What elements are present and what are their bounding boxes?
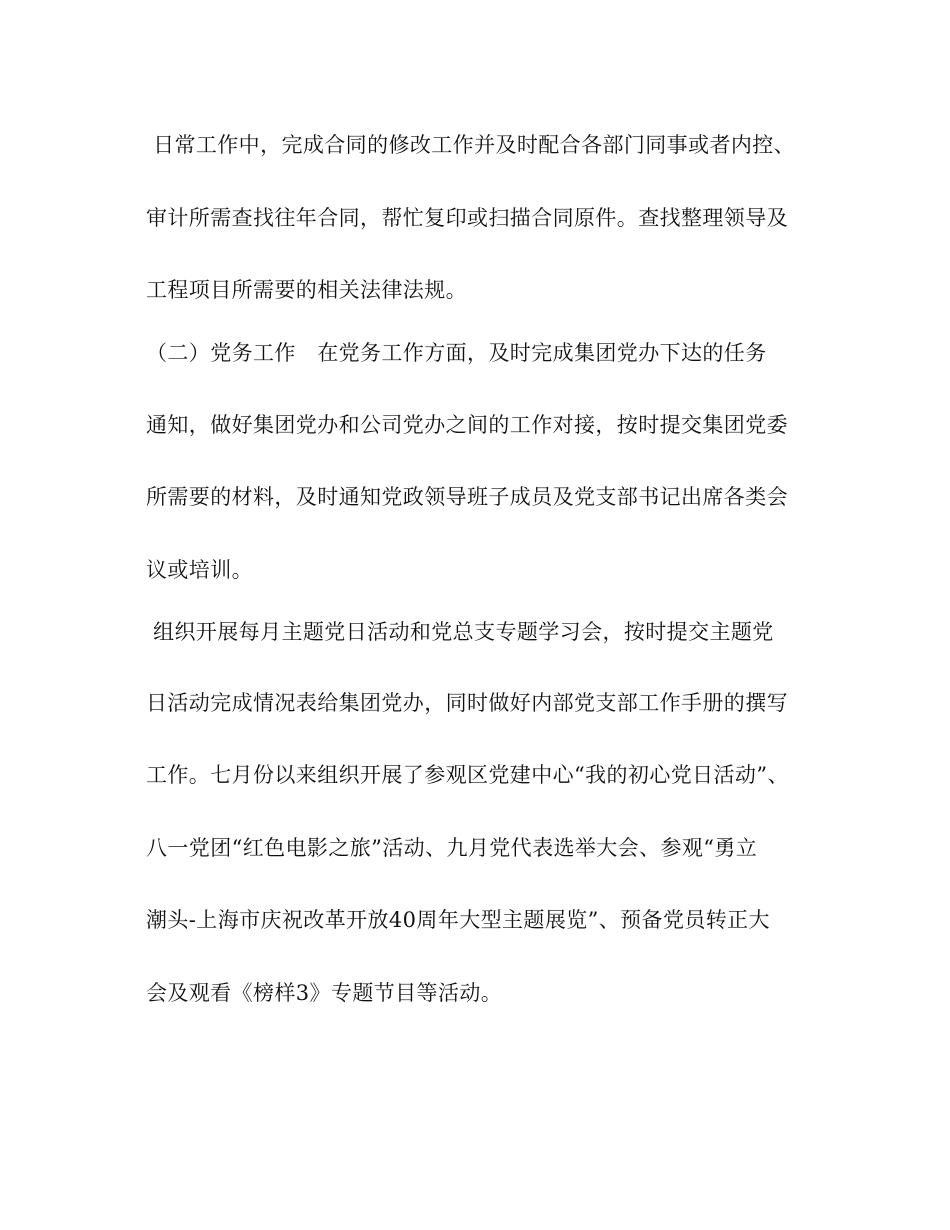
text-line: 日活动完成情况表给集团党办，同时做好内部党支部工作手册的撰写: [146, 691, 788, 715]
text-line: 工作。七月份以来组织开展了参观区党建中心“我的初心党日活动”、: [146, 763, 789, 787]
text-line: 会及观看《榜样3》专题节目等活动。: [146, 981, 503, 1005]
text-line: 潮头-上海市庆祝改革开放40周年大型主题展览”、预备党员转正大: [146, 908, 770, 932]
text-line: 所需要的材料，及时通知党政领导班子成员及党支部书记出席各类会: [146, 485, 788, 509]
text-line: 日常工作中，完成合同的修改工作并及时配合各部门同事或者内控、: [146, 133, 796, 157]
text-line: 组织开展每月主题党日活动和党总支专题学习会，按时提交主题党: [146, 620, 774, 644]
text-line: 通知，做好集团党办和公司党办之间的工作对接，按时提交集团党委: [146, 413, 788, 437]
text-line: 八一党团“红色电影之旅”活动、九月党代表选举大会、参观“勇立: [146, 836, 758, 860]
text-line: 审计所需查找往年合同，帮忙复印或扫描合同原件。查找整理领导及: [146, 206, 788, 230]
text-line: 工程项目所需要的相关法律法规。: [146, 278, 467, 302]
text-line: 议或培训。: [146, 558, 253, 582]
section-heading-line: （二）党务工作 在党务工作方面，及时完成集团党办下达的任务: [146, 341, 767, 365]
